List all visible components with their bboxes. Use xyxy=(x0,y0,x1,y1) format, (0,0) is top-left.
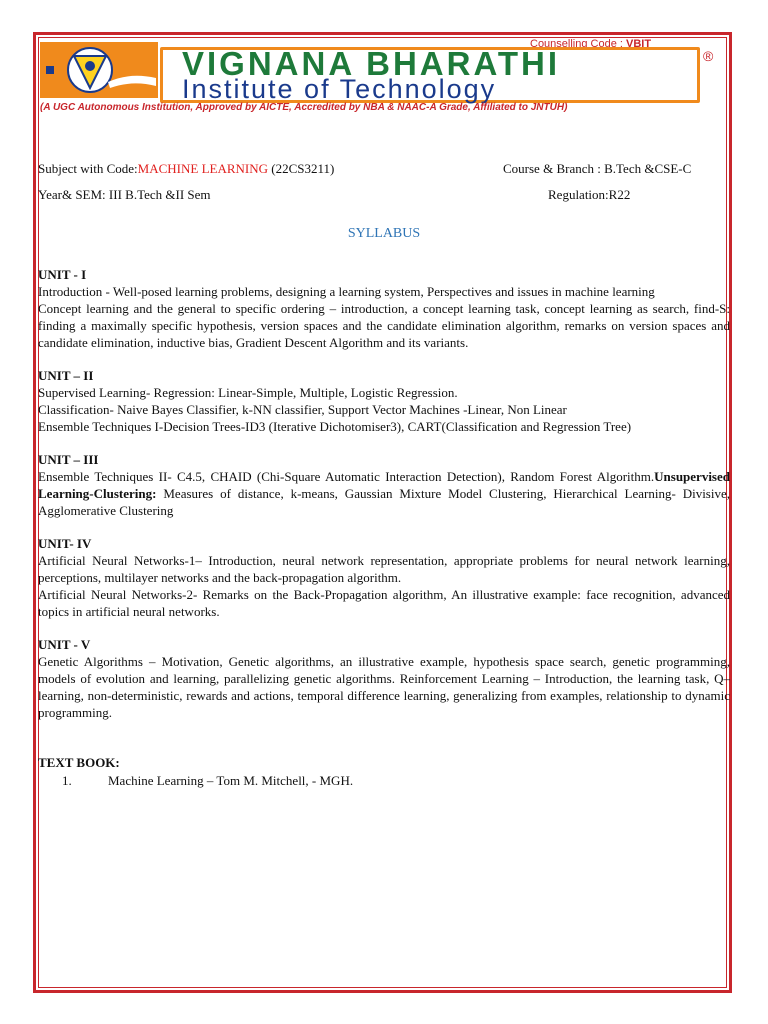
textbook-title: TEXT BOOK: xyxy=(38,755,120,770)
unit-title: UNIT - I xyxy=(38,267,87,282)
institute-name: VIGNANA BHARATHI xyxy=(182,45,560,82)
unit-title: UNIT- IV xyxy=(38,536,92,551)
institute-tagline: (A UGC Autonomous Institution, Approved by AICTE, Accredited by NBA & NAAC-A Grade, Affiliated to JNTUH) xyxy=(40,102,568,113)
unit-paragraph: Artificial Neural Networks-2- Remarks on the Back-Propagation algorithm, An illustrative example: face recognition, advanced topics in artificial neural networks. xyxy=(38,587,730,619)
unit-paragraph: Artificial Neural Networks-1– Introduction, neural network representation, appropriate problems for neural network learning, perceptions, multilayer networks and the back-propagation algorithm. xyxy=(38,553,730,585)
unit-paragraph: Supervised Learning- Regression: Linear-Simple, Multiple, Logistic Regression. xyxy=(38,385,458,400)
unit-5 xyxy=(38,636,730,721)
textbook-item-text: Machine Learning – Tom M. Mitchell, - MGH. xyxy=(108,773,354,788)
unit-paragraph: Genetic Algorithms – Motivation, Genetic algorithms, an illustrative example, hypothesis space search, genetic programming, models of evolution and learning, parallelizing genetic algorithms. Reinforcement Learning – Introduction, the learning task, Q–learning, non-deterministic, rewards and actions, temporal difference learning, generalizing from examples, relationship to dynamic programming. xyxy=(38,654,730,720)
unit-title: UNIT - V xyxy=(38,637,91,652)
unit-paragraph: Introduction - Well-posed learning problems, designing a learning system, Perspectives and issues in machine learning xyxy=(38,284,655,299)
unit-4 xyxy=(38,535,730,620)
unit-title: UNIT – II xyxy=(38,368,94,383)
unit-2 xyxy=(38,367,730,435)
syllabus-content xyxy=(38,266,730,789)
subject-name: MACHINE LEARNING xyxy=(137,161,269,176)
course-branch: Course & Branch : B.Tech &CSE-C xyxy=(503,161,692,176)
counselling-code: Counselling Code : VBIT xyxy=(530,38,652,50)
unit-title: UNIT – III xyxy=(38,452,99,467)
institute-subtitle: Institute of Technology xyxy=(182,74,497,104)
unit-paragraph: Classification- Naive Bayes Classifier, k-NN classifier, Support Vector Machines -Linear, Non Linear xyxy=(38,402,567,417)
registered-mark: ® xyxy=(703,48,714,64)
year-sem: Year& SEM: III B.Tech &II Sem xyxy=(38,187,211,202)
unit-3 xyxy=(38,451,730,519)
unit-1 xyxy=(38,266,730,351)
unit-paragraph: Ensemble Techniques II- C4.5, CHAID (Chi-Square Automatic Interaction Detection), Random Forest Algorithm.Unsupervised Learning-Clustering: Measures of distance, k-means, Gaussian Mixture Model Clustering, Hierarchical Learning- Divisive, Agglomerative Clustering xyxy=(38,469,730,518)
vbit-emblem-icon xyxy=(40,42,158,98)
unit-paragraph: Concept learning and the general to specific ordering – introduction, a concept learning task, concept learning as search, find-S: finding a maximally specific hypothesis, version spaces and the candidate elimination algorithm, remarks on version spaces and candidate elimination, inductive bias, Gradient Descent Algorithm and its variants. xyxy=(38,301,730,350)
subject-line: Subject with Code:MACHINE LEARNING (22CS3211) xyxy=(38,161,335,176)
textbook-item-number: 1. xyxy=(62,773,72,788)
regulation: Regulation:R22 xyxy=(548,187,631,202)
textbook-item xyxy=(38,772,730,789)
unit-paragraph: Ensemble Techniques I-Decision Trees-ID3 (Iterative Dichotomiser3), CART(Classification and Regression Tree) xyxy=(38,419,632,434)
textbook-section xyxy=(38,754,730,789)
syllabus-heading: SYLLABUS xyxy=(347,226,421,241)
